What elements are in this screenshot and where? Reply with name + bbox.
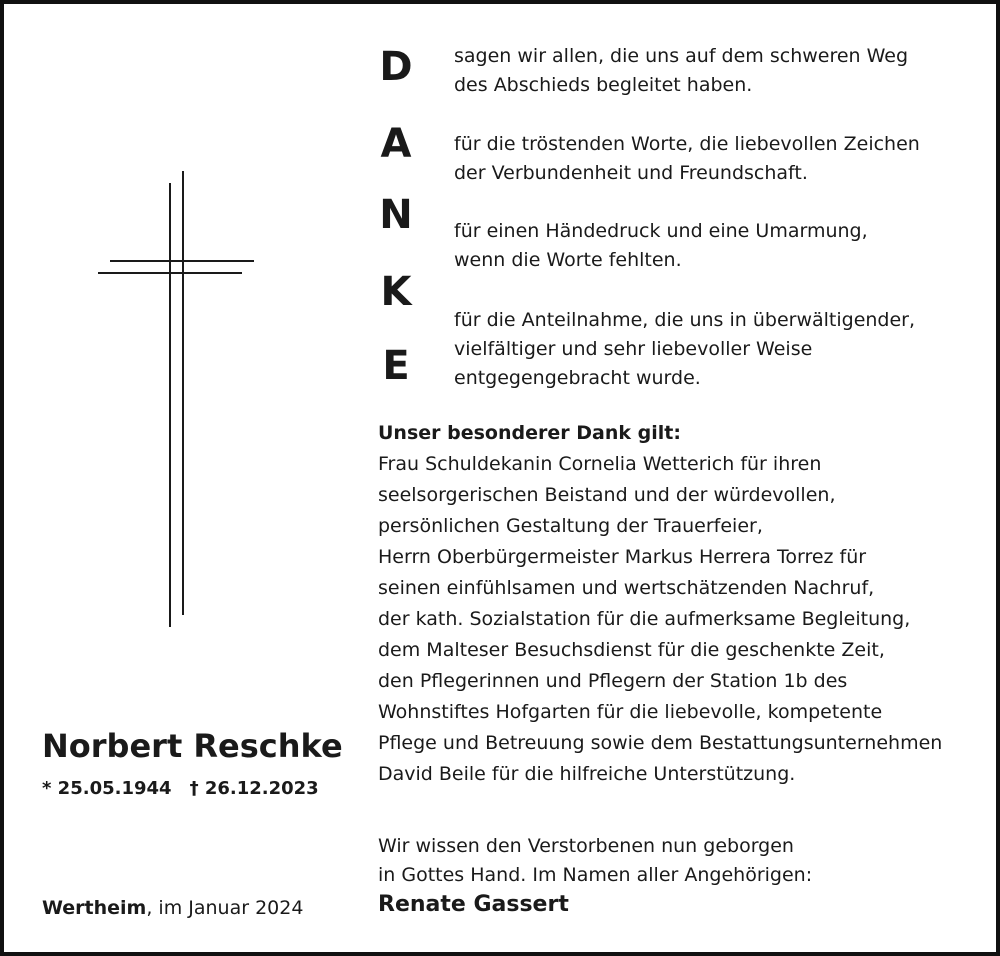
verse-line: für einen Händedruck und eine Umarmung, (454, 220, 868, 242)
signer-name: Renate Gassert (378, 892, 569, 917)
danke-letter: D (379, 44, 413, 90)
verse-line: entgegengebracht wurde. (454, 367, 701, 389)
death-date: † 26.12.2023 (189, 778, 319, 799)
closing-text (378, 832, 812, 890)
thanks-line: Frau Schuldekanin Cornelia Wetterich für ihren (378, 453, 822, 475)
thanks-line: persönlichen Gestaltung der Trauerfeier, (378, 515, 763, 537)
danke-letter: K (380, 269, 412, 315)
thanks-line: seelsorgerischen Beistand und der würdevollen, (378, 484, 836, 506)
special-thanks-heading: Unser besonderer Dank gilt: (378, 422, 681, 444)
place-and-date (42, 897, 303, 919)
verse-line: für die tröstenden Worte, die liebevollen Zeichen (454, 133, 920, 155)
verse-line: wenn die Worte fehlten. (454, 249, 682, 271)
thanks-line: Wohnstiftes Hofgarten für die liebevolle, kompetente (378, 701, 883, 723)
danke-letter: N (379, 192, 413, 238)
verse-line: der Verbundenheit und Freundschaft. (454, 162, 808, 184)
life-dates (42, 778, 319, 799)
danke-letter: A (380, 121, 412, 167)
cross-icon (96, 169, 256, 629)
thanks-line: David Beile für die hilfreiche Unterstützung. (378, 763, 796, 785)
birth-date: * 25.05.1944 (42, 778, 172, 799)
thanks-line: Herrn Oberbürgermeister Markus Herrera Torrez für (378, 546, 867, 568)
verse-2 (454, 130, 984, 188)
verse-line: des Abschieds begleitet haben. (454, 74, 753, 96)
place-name: Wertheim (42, 897, 147, 919)
thanks-line: Pflege und Betreuung sowie dem Bestattungsunternehmen (378, 732, 943, 754)
verse-4 (454, 306, 984, 393)
thanks-line: seinen einfühlsamen und wertschätzenden Nachruf, (378, 577, 875, 599)
verse-3 (454, 217, 984, 275)
verse-1 (454, 42, 984, 100)
thanks-line: dem Malteser Besuchsdienst für die geschenkte Zeit, (378, 639, 885, 661)
verse-line: für die Anteilnahme, die uns in überwältigender, (454, 309, 916, 331)
verse-line: sagen wir allen, die uns auf dem schweren Weg (454, 45, 909, 67)
special-thanks (378, 418, 942, 790)
thanks-line: der kath. Sozialstation für die aufmerksame Begleitung, (378, 608, 911, 630)
date-text: , im Januar 2024 (146, 897, 304, 919)
thanks-line: den Pflegerinnen und Pflegern der Station 1b des (378, 670, 848, 692)
closing-line: Wir wissen den Verstorbenen nun geborgen (378, 835, 794, 857)
verse-line: vielfältiger und sehr liebevoller Weise (454, 338, 813, 360)
danke-letter: E (382, 343, 410, 389)
closing-line: in Gottes Hand. Im Namen aller Angehörigen: (378, 864, 813, 886)
deceased-name: Norbert Reschke (42, 727, 343, 765)
